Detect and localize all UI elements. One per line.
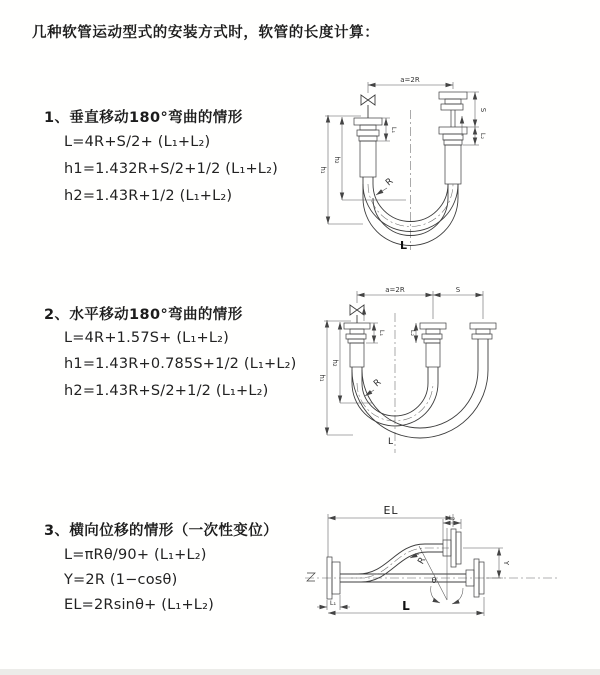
dimension-S [467,92,487,127]
left-fitting [354,118,382,141]
right-braid-section [445,145,461,184]
right-fitting [470,323,496,339]
dim-label-L1: L₁ [329,599,337,607]
scan-edge-shadow [0,669,600,675]
dim-label-Y: Y [502,560,510,566]
dimension-span [368,76,453,93]
dimension-h1 [319,115,363,224]
dim-label-L2: L₂ [448,514,456,522]
radius-label: R [372,377,384,390]
right-fitting [439,92,467,145]
dim-label-h1: h₁ [319,166,327,174]
dimension-L1 [377,118,398,141]
dim-label-h2: h₂ [331,359,339,367]
left-hose-walls [352,367,362,383]
section-2-formula-h1: h1=1.43R+0.785S+1/2 (L₁+L₂) [64,356,297,372]
section-1-heading: 1、垂直移动180°弯曲的情形 [44,110,243,126]
valve-icon [350,305,364,323]
dimension-EL [328,504,453,557]
dim-label-L1: L₁ [378,329,386,337]
page-title: 几种软管运动型式的安装方式时，软管的长度计算： [32,25,380,41]
centerline-symbol [307,573,315,581]
section-2-heading: 2、水平移动180°弯曲的情形 [44,307,243,323]
radius-callout [365,378,383,396]
dim-label-L2: L₂ [409,329,417,337]
dimension-L2 [463,127,487,145]
dimension-L [328,597,484,616]
left-fitting [344,323,370,343]
left-braid-section [350,343,364,367]
angle-construction [410,528,463,604]
dimension-L2 [409,323,417,343]
dim-label-EL: EL [383,504,399,517]
length-label: L [387,437,393,447]
dim-label-L2: L₂ [479,132,487,140]
section-3-formula-L: L=πRθ/90+ (L₁+L₂) [64,547,207,563]
diagram-vertical-180-bend [313,72,588,257]
middle-hose-walls [428,367,438,383]
dimension-Y [463,548,510,578]
dim-label-L1: L₁ [390,126,398,134]
dim-label-h2: h₂ [333,156,341,164]
section-1-formula-h1: h1=1.432R+S/2+1/2 (L₁+L₂) [64,161,278,177]
length-label: L [399,239,407,252]
section-3-formula-Y: Y=2R (1−cosθ) [64,572,178,588]
diagram-horizontal-180-bend [313,283,600,473]
dim-label-S: S [455,286,461,294]
middle-fitting [420,323,446,343]
dim-label-span: a=2R [400,76,420,84]
valve-icon [361,95,375,118]
section-1-formula-h2: h2=1.43R+1/2 (L₁+L₂) [64,188,233,204]
dim-label-span: a=2R [385,286,405,294]
section-1-formula-L: L=4R+S/2+ (L₁+L₂) [64,134,211,150]
section-2-formula-h2: h2=1.43R+S/2+1/2 (L₁+L₂) [64,383,269,399]
dim-label-h1: h₁ [318,374,326,382]
section-3-heading: 3、横向位移的情形（一次性变位） [44,523,278,539]
dimension-h1 [318,320,353,435]
length-label: L [402,599,410,613]
radius-label: R [384,176,396,189]
radius-callout [376,177,395,195]
section-3-formula-EL: EL=2Rsinθ+ (L₁+L₂) [64,597,214,613]
dimension-L1 [366,323,386,343]
dimension-L1 [317,595,350,610]
left-braid-section [360,141,376,177]
radius-label: R [416,555,429,567]
angle-label: θ [431,576,437,585]
dim-label-S: S [479,107,487,113]
right-hose-walls [478,339,488,370]
middle-braid-section [426,343,440,367]
diagram-lateral-displacement [303,500,598,650]
dimension-span [357,286,483,319]
section-2-formula-L: L=4R+1.57S+ (L₁+L₂) [64,330,229,346]
